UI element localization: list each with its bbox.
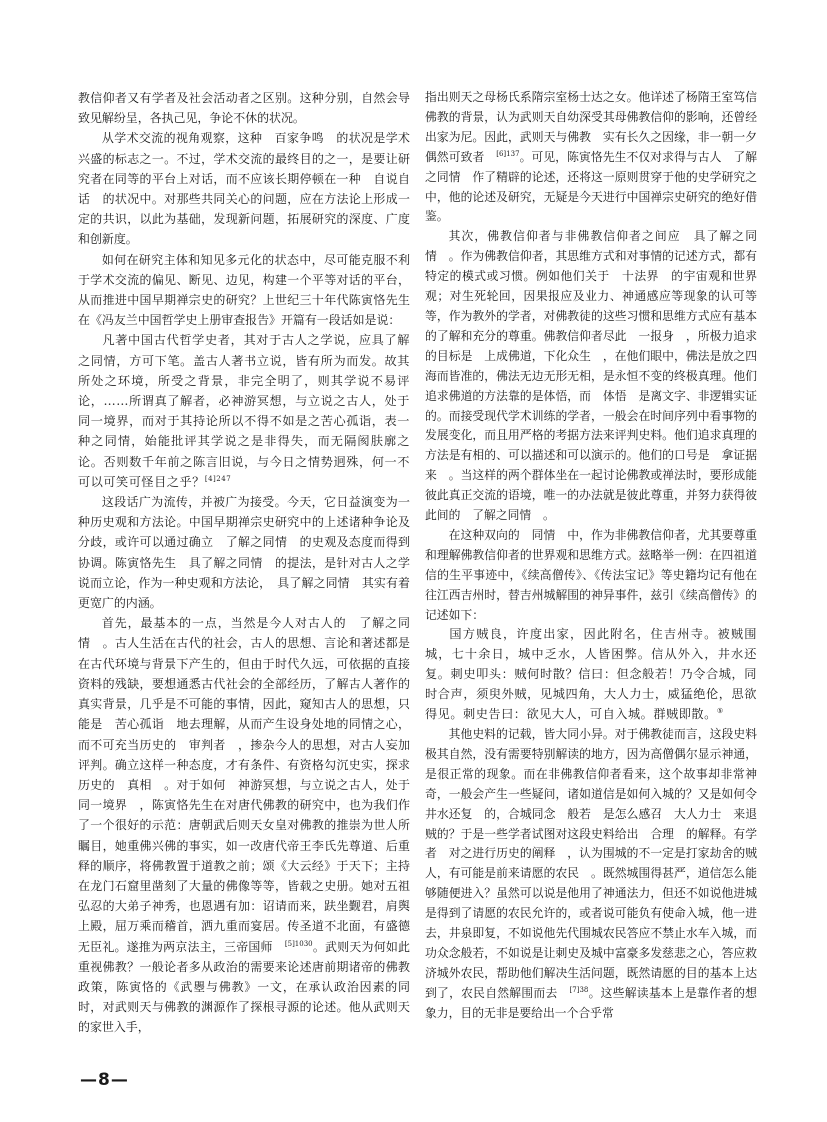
paragraph: [425, 227, 757, 526]
citation-marker: [6]137: [496, 149, 520, 158]
paragraph: [78, 492, 410, 613]
paragraph-text-continued: 。可见，陈寅恪先生不仅对求得与古人 了解之同情 作了精辟的论述，还将这一原则贯穿于他的史学研究之中，他的论述及研究，无疑是今天进行中国禅宗史研究的绝好借鉴。: [425, 149, 757, 224]
paragraph-text: 如何在研究主体和知见多元化的状态中，尽可能克服不利于学术交流的偏见、断见、边见，构建一个平等对话的平台，从而推进中国早期禅宗史的研究？上世纪三十年代陈寅恪先生在《冯友兰中国哲学史上册审查报告》开篇有一段话如是说：: [78, 252, 410, 328]
citation-marker: ⑤: [716, 707, 724, 716]
citation-marker: [7]38: [569, 985, 589, 994]
paragraph: [425, 725, 769, 1024]
paragraph-text: 在这种双向的 同情 中，作为非佛教信仰者，尤其要尊重和理解佛教信仰者的世界观和思维方式。兹略举一例：在四祖道信的生平事迹中，《续高僧传》、《传法宝记》等史籍均记有他在往江西吉州时，替吉州城解围的神异事件，兹引《续高僧传》的记述如下：: [425, 527, 757, 622]
left-column: [78, 88, 410, 1038]
paragraph-text: 教信仰者又有学者及社会活动者之区别。这种分别，自然会导致见解纷呈，各执己见，争论不休的状况。: [78, 91, 410, 126]
citation-marker: [4]247: [204, 474, 232, 483]
paragraph-text: 凡著中国古代哲学史者，其对于古人之学说，应具了解之同情，方可下笔。盖古人著书立说，皆有所为而发。故其所处之环境，所受之背景，非完全明了，则其学说不易评论，……所谓真了解者，必神游冥想，与立说之古人，处于同一境界，而对于其持论所以不得不如是之苦心孤诣，表一种之同情，始能批评其学说之是非得失，而无隔阂肤廓之论。否则数千年前之陈言旧说，与今日之情势迥殊，何一不可以可笑可怪目之乎？: [78, 333, 410, 489]
paragraph: [78, 128, 410, 249]
paragraph: [78, 250, 410, 331]
right-column: [425, 88, 769, 1024]
paragraph-text-continued: 。这些解读基本上是靠作者的想象力，目的无非是要给出一个合乎常: [425, 985, 757, 1020]
paragraph-text: 其他史料的记载，皆大同小异。对于佛教徒而言，这段史料极其自然，没有需要特别解读的地方，因为高僧偶尔显示神通，是很正常的现象。而在非佛教信仰者看来，这个故事却非常神奇，一般会产生一些疑问，诸如道信是如何入城的？又是如何令 井水还复 的，合城同念 般若 是怎么感召 大人力士 来退贼的？于是一些学者试图对这段史料给出 合理 的解释。有学者 对之进行历史的阐释 ，认为围城的不一定是打家劫舍的贼人，有可能是前来请愿的农民 。既然城围得甚严，道信怎么能够随便进入？虽然可以说是他用了神通法力，但还不如说他进城是得到了请愿的农民允许的，或者说可能负有使命入城，他一进去，井泉即复，不如说他先代围城农民答应不禁止水车入城，而功众念般若，不如说是让刺史及城中富豪多发慈悲之心，答应救济城外农民，帮助他们解决生活问题，既然请愿的目的基本上达到了，农民自然解围而去: [425, 727, 769, 1000]
block-quote: [78, 330, 410, 492]
paragraph-text: 国方贼良，许度出家，因此附名，住吉州寺。被贼围城，七十余日，城中乏水，人皆困弊。信从外入，井水还复。刺史叩头：贼何时散？信曰：但念般若！乃令合城，同时合声，须臾外贼，见城四角，大人力士，威猛绝伦，思欲得见。刺史告曰：欲见大人，可自入城。群贼即散。: [425, 627, 757, 722]
paragraph-text: 首先，最基本的一点，当然是今人对古人的 了解之同情 。古人生活在古代的社会，古人的思想、言论和著述都是在古代环境与背景下产生的，但由于时代久远，可依据的直接资料的残缺，要想通悉古代社会的全部经历，了解古人著作的真实背景，几乎是不可能的事情，因此，窥知古人的思想，只能是 苦心孤诣 地去理解，从而产生设身处地的同情之心，而不可充当历史的 审判者 ，掺杂今人的思想，对古人妄加评判。确立这样一种态度，才有条件、有资格勾沉史实，探求历史的 真相 。对于如何 神游冥想，与立说之古人，处于同一境界 ，陈寅恪先生在对唐代佛教的研究中，也为我们作了一个很好的示范：唐朝武后则天女皇对佛教的推崇为世人所瞩目，她重佛兴佛的事实，如一改唐代帝王李氏先尊道、后重释的顺序，将佛教置于道教之前；颂《大云经》于天下；主持在龙门石窟里凿刻了大量的佛像等等，皆载之史册。她对五祖弘忍的大弟子神秀，也恩遇有加：诏请而来，趺坐觐君，肩舆上殿，屈万乘而稽首，洒九重而宴居。传圣道不北面，有盛德无臣礼。遂推为两京法主，三帝国师: [78, 616, 410, 954]
paragraph: [425, 526, 757, 626]
block-quote: [425, 625, 757, 725]
paragraph-text-continued: 。武则天为何如此重视佛教？一般论者多从政治的需要来论述唐前期诸帝的佛教政策，陈寅恪的《武瞾与佛教》一文，在承认政治因素的同时，对武则天与佛教的渊源作了探根寻源的论述。他从武则天的家世入手，: [78, 939, 410, 1035]
paragraph-text: 其次，佛教信仰者与非佛教信仰者之间应 具了解之同情 。作为佛教信仰者，其思维方式和对事情的记述方式，都有特定的模式或习惯。例如他们关于 十法界 的宇宙观和世界观；对生死轮回，因果报应及业力、神通感应等现象的认可等等，作为教外的学者，对佛教徒的这些习惯和思维方式应有基本的了解和充分的尊重。佛教信仰者尽此 一报身 ，所极力追求的目标是 上成佛道，下化众生 ，在他们眼中，佛法是放之四海而皆准的，佛法无边无形无相，是永恒不变的终极真理。他们追求佛道的方法靠的是体悟，而 体悟 是离文字、非逻辑实证的。而接受现代学术训练的学者，一般会在时间序列中看事物的发展变化，而且用严格的考据方法来评判史料。他们追求真理的方法是有相的、可以描述和可以演示的。他们的口号是 拿证据来 。当这样的两个群体坐在一起讨论佛教或禅法时，要形成能彼此真正交流的语境，唯一的办法就是彼此尊重，并努力获得彼此间的 了解之同情 。: [425, 229, 757, 523]
paragraph: [78, 88, 410, 128]
paragraph-text: 指出则天之母杨氏系隋宗室杨士达之女。他详述了杨隋王室笃信佛教的背景，认为武则天自幼深受其母佛教信仰的影响，还曾经出家为尼。因此，武则天与佛教 实有长久之因缘，非一朝一夕偶然可致者: [425, 90, 757, 164]
paragraph: [425, 88, 757, 227]
page-number: —8—: [80, 1070, 129, 1090]
paragraph: [78, 613, 410, 1037]
citation-marker: [5]1030: [284, 939, 313, 948]
paragraph-text: 这段话广为流传，并被广为接受。今天，它日益演变为一种历史观和方法论。中国早期禅宗史研究中的上述诸种争论及分歧，或许可以通过确立 了解之同情 的史观及态度而得到协调。陈寅恪先生 具了解之同情 的提法，是针对古人之学说而立论，作为一种史观和方法论， 具了解之同情 其实有着更宽广的内涵。: [78, 495, 410, 611]
paragraph-text: 从学术交流的视角观察，这种 百家争鸣 的状况是学术兴盛的标志之一。不过，学术交流的最终目的之一，是要让研究者在同等的平台上对话，而不应该长期停顿在一种 自说自话 的状况中。对那些共同关心的问题，应在方法论上形成一定的共识，以此为基础，发现新问题，拓展研究的深度、广度和创新度。: [78, 131, 410, 247]
